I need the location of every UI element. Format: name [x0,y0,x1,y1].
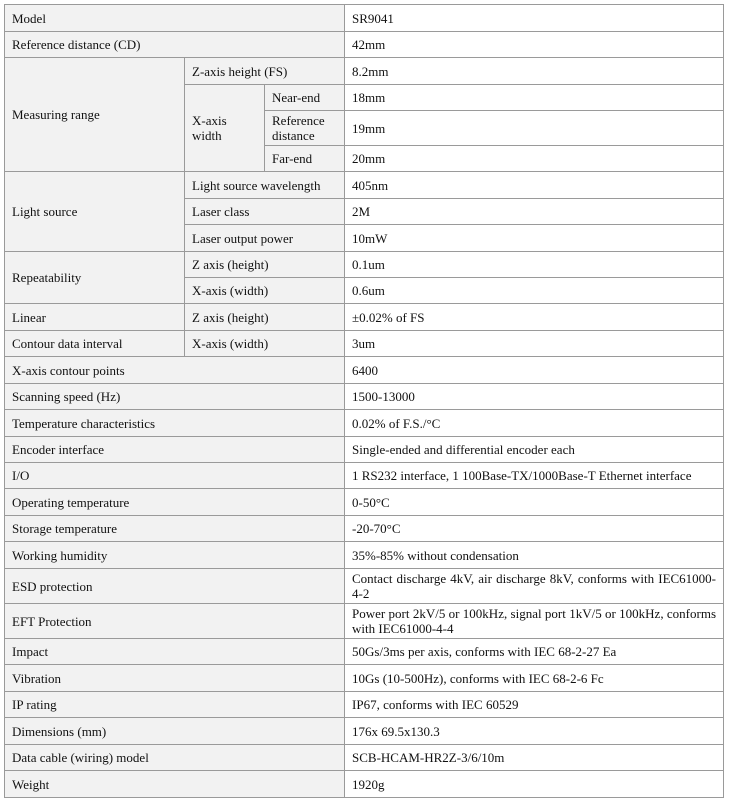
table-row [5,58,724,85]
table-row [5,252,724,278]
row-label: Storage temperature [5,516,345,542]
row-label: Weight [5,771,345,798]
table-row [5,463,724,489]
row-label: Working humidity [5,542,345,569]
row-value: 10mW [345,225,724,252]
row-label: Encoder interface [5,437,345,463]
row-label: Contour data interval [5,331,185,357]
row-value: 50Gs/3ms per axis, conforms with IEC 68-2-27 Ea [345,639,724,665]
row-value: 3um [345,331,724,357]
row-value: 2M [345,199,724,225]
row-value: Contact discharge 4kV, air discharge 8kV, conforms with IEC61000-4-2 [345,569,724,604]
table-row [5,771,724,798]
row-value: 20mm [345,146,724,172]
row-label: Repeatability [5,252,185,304]
row-value: 1500-13000 [345,384,724,410]
row-value: 0.02% of F.S./°C [345,410,724,437]
sub-label: X-axis (width) [185,278,345,304]
row-value: 405nm [345,172,724,199]
row-value: 35%-85% without condensation [345,542,724,569]
row-label: Measuring range [5,58,185,172]
table-row [5,384,724,410]
spec-table [4,4,724,798]
row-label: Model [5,5,345,32]
table-row [5,665,724,692]
sub-sub-label: Near-end [265,85,345,111]
row-value: 0.6um [345,278,724,304]
row-label: IP rating [5,692,345,718]
table-row [5,437,724,463]
row-value: IP67, conforms with IEC 60529 [345,692,724,718]
table-row [5,692,724,718]
row-value: 0-50°C [345,489,724,516]
sub-label: X-axis width [185,85,265,172]
sub-label: Light source wavelength [185,172,345,199]
row-label: Scanning speed (Hz) [5,384,345,410]
table-row [5,639,724,665]
row-label: Data cable (wiring) model [5,745,345,771]
table-row [5,516,724,542]
row-label: Operating temperature [5,489,345,516]
table-row [5,604,724,639]
row-value: 1 RS232 interface, 1 100Base-TX/1000Base-T Ethernet interface [345,463,724,489]
row-label: Reference distance (CD) [5,32,345,58]
row-label: Impact [5,639,345,665]
row-value: 0.1um [345,252,724,278]
sub-label: Z axis (height) [185,252,345,278]
table-row [5,410,724,437]
row-value: 176x 69.5x130.3 [345,718,724,745]
row-value: ±0.02% of FS [345,304,724,331]
table-row [5,172,724,199]
sub-label: Laser output power [185,225,345,252]
row-label: X-axis contour points [5,357,345,384]
row-value: 19mm [345,111,724,146]
row-value: SR9041 [345,5,724,32]
sub-label: X-axis (width) [185,331,345,357]
table-row [5,745,724,771]
row-label: Linear [5,304,185,331]
table-row [5,489,724,516]
sub-label: Z-axis height (FS) [185,58,345,85]
row-value: 6400 [345,357,724,384]
row-value: Single-ended and differential encoder each [345,437,724,463]
row-label: Light source [5,172,185,252]
row-label: Vibration [5,665,345,692]
sub-label: Laser class [185,199,345,225]
table-row [5,5,724,32]
table-row [5,331,724,357]
table-row [5,569,724,604]
row-value: Power port 2kV/5 or 100kHz, signal port 1kV/5 or 100kHz, conforms with IEC61000-4-4 [345,604,724,639]
row-label: ESD protection [5,569,345,604]
table-row [5,304,724,331]
table-row [5,32,724,58]
table-row [5,357,724,384]
row-label: Temperature characteristics [5,410,345,437]
table-row [5,542,724,569]
row-label: Dimensions (mm) [5,718,345,745]
row-value: 1920g [345,771,724,798]
row-value: 8.2mm [345,58,724,85]
row-value: 18mm [345,85,724,111]
row-value: 42mm [345,32,724,58]
row-label: I/O [5,463,345,489]
table-row [5,718,724,745]
sub-label: Z axis (height) [185,304,345,331]
row-value: -20-70°C [345,516,724,542]
sub-sub-label: Reference distance [265,111,345,146]
sub-sub-label: Far-end [265,146,345,172]
row-value: SCB-HCAM-HR2Z-3/6/10m [345,745,724,771]
row-label: EFT Protection [5,604,345,639]
row-value: 10Gs (10-500Hz), conforms with IEC 68-2-6 Fc [345,665,724,692]
